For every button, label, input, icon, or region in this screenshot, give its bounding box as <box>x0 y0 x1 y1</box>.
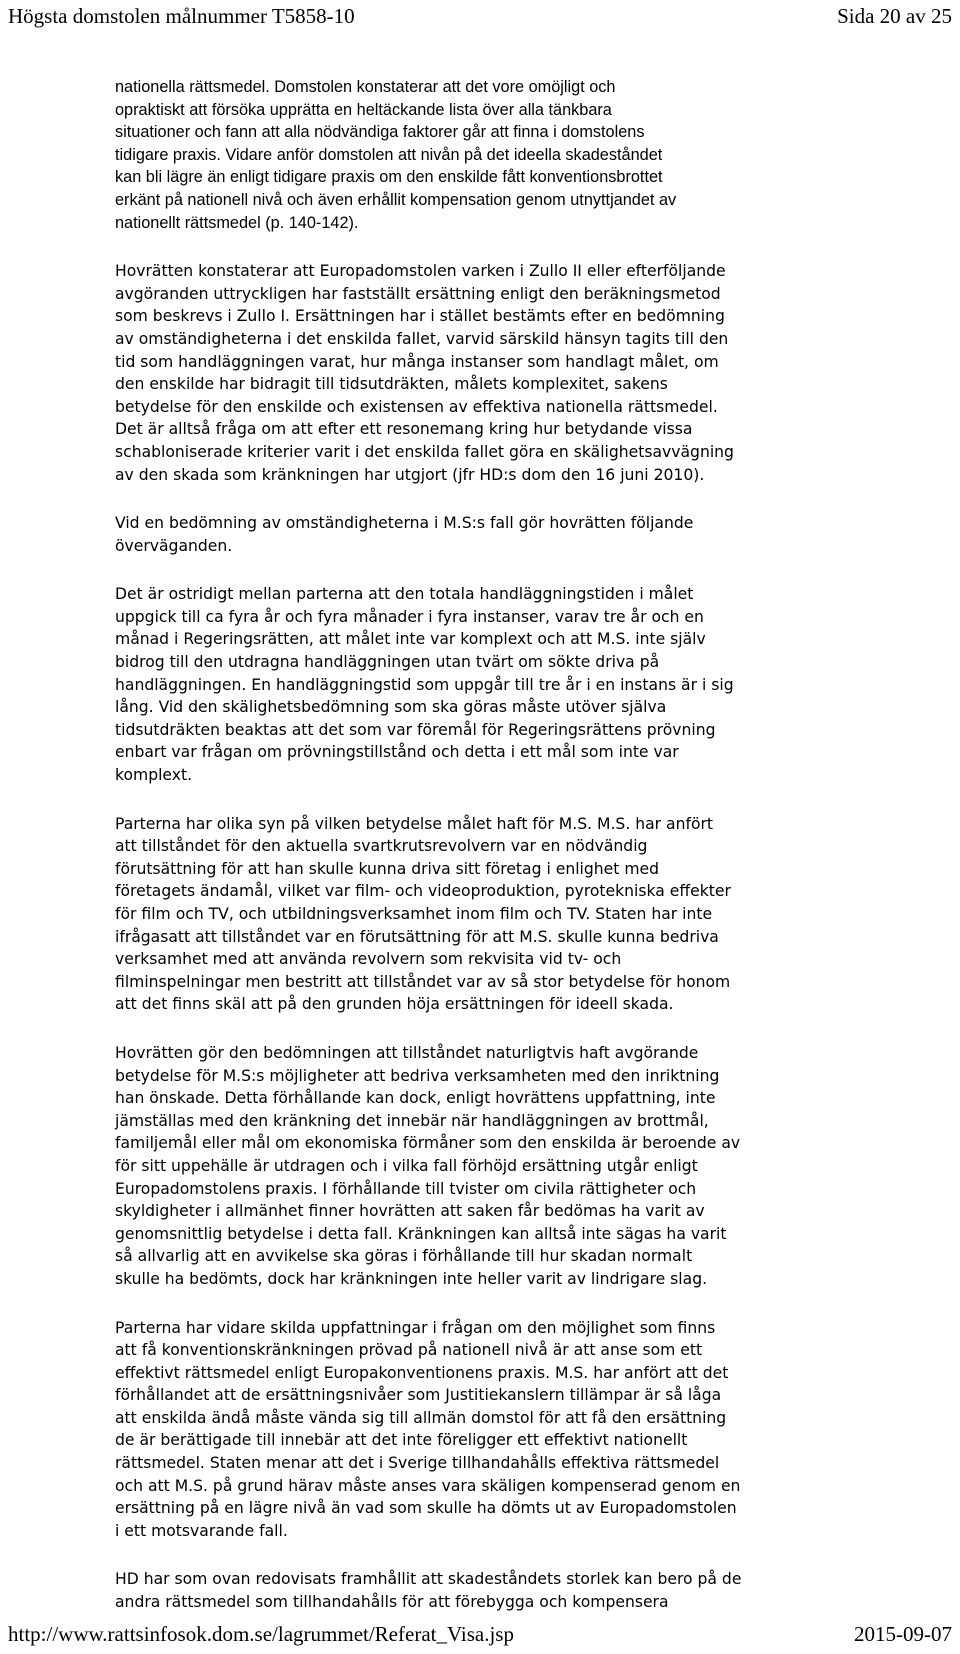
paragraph-6 <box>115 1042 835 1291</box>
text-line: HD har som ovan redovisats framhållit att skadeståndets storlek kan bero på de <box>115 1570 742 1589</box>
text-line: andra rättsmedel som tillhandahålls för att förebygga och kompensera <box>115 1593 669 1612</box>
text-line: jämställas med den kränkning det innebär när handläggningen av brottmål, <box>115 1111 709 1130</box>
document-body <box>115 76 835 1640</box>
text-line: tid som handläggningen varat, hur många instanser som handlagt målet, om <box>115 352 719 371</box>
text-line: nationella rättsmedel. Domstolen konstaterar att det vore omöjligt och <box>115 78 616 96</box>
text-line: bidrog till den utdragna handläggningen utan tvärt om sökte driva på <box>115 653 660 672</box>
text-line: för film och TV, och utbildningsverksamhet inom film och TV. Staten har inte <box>115 905 713 923</box>
paragraph-2 <box>115 260 835 486</box>
text-line: opraktiskt att försöka upprätta en heltäckande lista över alla tänkbara <box>115 100 612 119</box>
text-line: enbart var frågan om prövningstillstånd och detta i ett mål som inte var <box>115 743 679 762</box>
text-line: ersättning på en lägre nivå än vad som skulle ha dömts ut av Europadomstolen <box>115 1499 737 1518</box>
text-line: familjemål eller mål om ekonomiska förmåner som den enskilda är beroende av <box>115 1134 741 1153</box>
text-line: tidsutdräkten beaktas att det som var föremål för Regeringsrättens prövning <box>115 720 716 739</box>
text-line: förutsättning för att han skulle kunna driva sitt företag i enlighet med <box>115 859 660 878</box>
text-line: Det är alltså fråga om att efter ett resonemang kring hur betydande vissa <box>115 420 693 439</box>
text-line: för sitt uppehälle är utdragen och i vilka fall förhöjd ersättning utgår enligt <box>115 1156 698 1175</box>
text-line: lång. Vid den skälighetsbedömning som ska göras måste utöver själva <box>115 698 667 717</box>
text-line: uppgick till ca fyra år och fyra månader i fyra instanser, varav tre år och en <box>115 607 704 626</box>
text-line: handläggningen. En handläggningstid som uppgår till tre år i en instans är i sig <box>115 675 734 694</box>
header-page-number: Sida 20 av 25 <box>837 4 952 28</box>
text-line: att enskilda ändå måste vända sig till allmän domstol för att få den ersättning <box>115 1408 727 1427</box>
paragraph-5 <box>115 813 835 1016</box>
text-line: kan bli lägre än enligt tidigare praxis om den enskilde fått konventionsbrottet <box>115 168 663 187</box>
text-line: betydelse för den enskilde och existensen av effektiva nationella rättsmedel. <box>115 397 718 416</box>
text-line: som beskrevs i Zullo I. Ersättningen har i stället bestämts efter en bedömning <box>115 307 725 326</box>
paragraph-8 <box>115 1568 835 1613</box>
text-line: av omständigheterna i det enskilda fallet, varvid särskild hänsyn tagits till den <box>115 329 729 348</box>
text-line: filminspelningar men bestritt att tillståndet var av så stor betydelse för honom <box>115 972 731 991</box>
text-line: företagets ändamål, vilket var film- och videoproduktion, pyrotekniska effekter <box>115 882 731 901</box>
text-line: den enskilde har bidragit till tidsutdräkten, målets komplexitet, sakens <box>115 375 668 394</box>
text-line: nationellt rättsmedel (p. 140-142). <box>115 213 359 232</box>
text-line: komplext. <box>115 766 193 785</box>
paragraph-1 <box>115 76 835 234</box>
text-line: månad i Regeringsrätten, att målet inte var komplext och att M.S. inte själv <box>115 630 706 649</box>
text-line: och att M.S. på grund härav måste anses vara skäligen kompenserad genom en <box>115 1476 741 1495</box>
text-line: att tillståndet för den aktuella svartkrutsrevolvern var en nödvändig <box>115 837 648 856</box>
text-line: skyldigheter i allmänhet finner hovrätten att saken får bedömas ha varit av <box>115 1202 705 1221</box>
text-line: ifrågasatt att tillståndet var en förutsättning för att M.S. skulle kunna bedriva <box>115 927 719 946</box>
text-line: i ett motsvarande fall. <box>115 1521 288 1540</box>
text-line: avgöranden uttryckligen har fastställt ersättning enligt den beräkningsmetod <box>115 284 721 303</box>
text-line: Vid en bedömning av omständigheterna i M.S:s fall gör hovrätten följande <box>115 514 694 533</box>
text-line: rättsmedel. Staten menar att det i Sverige tillhandahålls effektiva rättsmedel <box>115 1454 720 1473</box>
text-line: betydelse för M.S:s möjligheter att bedriva verksamheten med den inriktning <box>115 1066 720 1085</box>
text-line: av den skada som kränkningen har utgjort (jfr HD:s dom den 16 juni 2010). <box>115 465 705 484</box>
text-line: skulle ha bedömts, dock har kränkningen inte heller varit av lindrigare slag. <box>115 1269 708 1288</box>
text-line: Hovrätten konstaterar att Europadomstolen varken i Zullo II eller efterföljande <box>115 262 726 281</box>
paragraph-7 <box>115 1317 835 1543</box>
text-line: de är berättigade till innebär att det inte föreligger ett effektivt nationellt <box>115 1431 688 1450</box>
text-line: erkänt på nationell nivå och även erhållit kompensation genom utnyttjandet av <box>115 190 677 209</box>
text-line: schabloniserade kriterier varit i det enskilda fallet göra en skälighetsavvägning <box>115 442 734 461</box>
text-line: Europadomstolens praxis. I förhållande till tvister om civila rättigheter och <box>115 1179 697 1198</box>
text-line: han önskade. Detta förhållande kan dock, enligt hovrättens uppfattning, inte <box>115 1089 716 1108</box>
header-title: Högsta domstolen målnummer T5858-10 <box>8 4 355 28</box>
footer-date: 2015-09-07 <box>854 1622 952 1646</box>
text-line: Parterna har olika syn på vilken betydelse målet haft för M.S. M.S. har anfört <box>115 814 714 833</box>
text-line: verksamhet med att använda revolvern som rekvisita vid tv- och <box>115 950 622 969</box>
text-line: tidigare praxis. Vidare anför domstolen att nivån på det ideella skadeståndet <box>115 145 663 164</box>
text-line: överväganden. <box>115 536 233 555</box>
text-line: situationer och fann att alla nödvändiga faktorer går att finna i domstolens <box>115 123 645 142</box>
text-line: att det finns skäl att på den grunden höja ersättningen för ideell skada. <box>115 995 674 1014</box>
paragraph-4 <box>115 583 835 786</box>
text-line: genomsnittlig betydelse i detta fall. Kränkningen kan alltså inte sägas ha varit <box>115 1224 727 1243</box>
text-line: förhållandet att de ersättningsnivåer som Justitiekanslern tillämpar är så låga <box>115 1386 722 1405</box>
text-line: Hovrätten gör den bedömningen att tillståndet naturligtvis haft avgörande <box>115 1043 699 1062</box>
text-line: Det är ostridigt mellan parterna att den totala handläggningstiden i målet <box>115 585 694 604</box>
text-line: så allvarlig att en avvikelse ska göras i förhållande till hur skadan normalt <box>115 1247 693 1266</box>
text-line: Parterna har vidare skilda uppfattningar i frågan om den möjlighet som finns <box>115 1318 716 1337</box>
text-line: att få konventionskränkningen prövad på nationell nivå är att anse som ett <box>115 1341 703 1360</box>
paragraph-3 <box>115 512 835 557</box>
text-line: effektivt rättsmedel enligt Europakonventionens praxis. M.S. har anfört att det <box>115 1363 729 1382</box>
footer-url: http://www.rattsinfosok.dom.se/lagrummet/Referat_Visa.jsp <box>8 1622 514 1646</box>
